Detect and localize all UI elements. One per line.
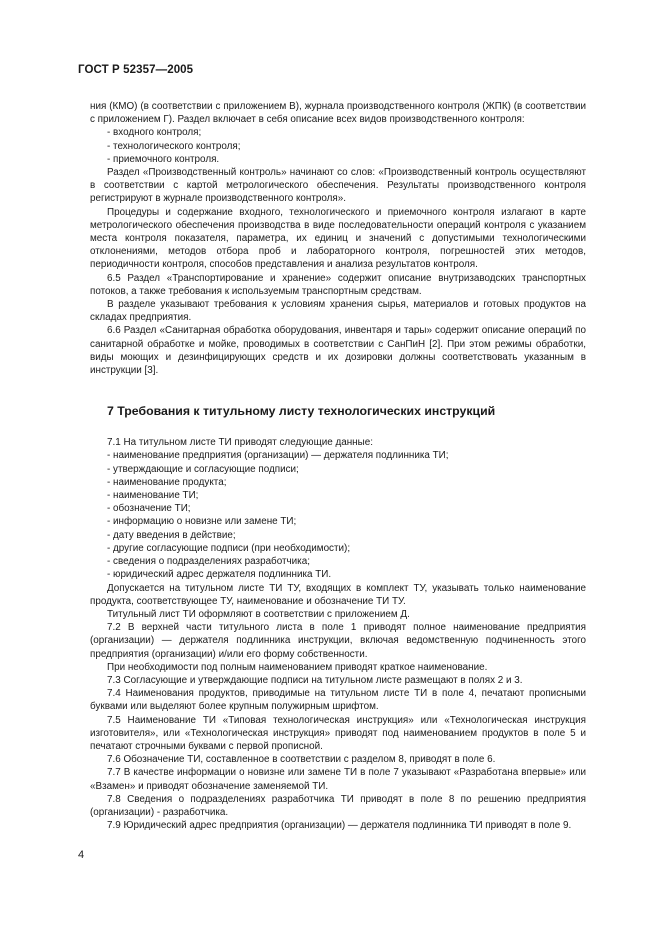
paragraph-7-9: 7.9 Юридический адрес предприятия (организации) — держателя подлинника ТИ приводят в поле 9. xyxy=(107,820,572,832)
paragraph-7-1: 7.1 На титульном листе ТИ приводят следующие данные: xyxy=(107,437,373,449)
list-item: - другие согласующие подписи (при необходимости); xyxy=(107,542,351,554)
list-item: - юридический адрес держателя подлинника ТИ. xyxy=(107,569,332,581)
paragraph-7-8: 7.8 Сведения о подразделениях разработчика ТИ приводят в поле 8 по решению предприятия (организации) - разработчика. xyxy=(90,793,586,818)
paragraph: Допускается на титульном листе ТИ ТУ, входящих в комплект ТУ, указывать только наименование продукта, соответствующее ТУ, наименование и обозначение ТИ ТУ. xyxy=(90,582,586,607)
paragraph-7-2: 7.2 В верхней части титульного листа в поле 1 приводят полное наименование предприятия (организации) — держателя подлинника инструкции, включая ведомственную подчиненность этого предприятия (организации) и/или его форму собственности. xyxy=(90,622,586,660)
list-item: - дату введения в действие; xyxy=(107,529,236,541)
list-item: - утверждающие и согласующие подписи; xyxy=(107,463,299,475)
list-item: - сведения о подразделениях разработчика; xyxy=(107,556,310,568)
paragraph-7-3: 7.3 Согласующие и утверждающие подписи на титульном листе размещают в полях 2 и 3. xyxy=(107,674,523,686)
section-7-title: 7 Требования к титульному листу технологических инструкций xyxy=(107,404,496,419)
paragraph-6-5: 6.5 Раздел «Транспортирование и хранение» содержит описание внутризаводских транспортных потоков, а также требования к используемым транспортным средствам. xyxy=(90,272,586,297)
paragraph-7-7: 7.7 В качестве информации о новизне или замене ТИ в поле 7 указывают «Разработана впервые» или «Взамен» и приводят обозначение заменяемой ТИ. xyxy=(90,767,586,792)
list-item: - наименование продукта; xyxy=(107,476,227,488)
document-code-header: ГОСТ Р 52357—2005 xyxy=(78,64,194,76)
paragraph: При необходимости под полным наименованием приводят краткое наименование. xyxy=(107,661,488,673)
paragraph-continuation: ния (КМО) (в соответствии с приложением В), журнала производственного контроля (ЖПК) (в соответствии с приложением Г). Раздел включает в себя описание всех видов производственного контроля: xyxy=(90,101,586,126)
list-item: - технологического контроля; xyxy=(107,140,241,152)
paragraph: Процедуры и содержание входного, технологического и приемочного контроля излагают в карте метрологического обеспечения производства в виде последовательности операций контроля с указанием места контроля показателя, параметра, их единиц и значений с допустимыми технологическими отклонениями, методов отбора проб и лабораторного контроля, погрешностей этих методов, периодичности контроля, способов представления и анализа результатов контроля. xyxy=(90,206,586,271)
paragraph-7-4: 7.4 Наименования продуктов, приводимые на титульном листе ТИ в поле 4, печатают прописными буквами или выделяют более крупным полужирным шрифтом. xyxy=(90,688,586,713)
paragraph-6-6: 6.6 Раздел «Санитарная обработка оборудования, инвентаря и тары» содержит описание операций по санитарной обработке и мойке, проводимых в соответствии с СанПиН [2]. При этом режимы обработки, виды моющих и дезинфицирующих средств и их дозировки должны соответствовать указанным в инструкции [3]. xyxy=(90,325,586,377)
paragraph-7-5: 7.5 Наименование ТИ «Типовая технологическая инструкция» или «Технологическая инструкция изготовителя», или «Технологическая инструкция» приводят под наименованием продуктов в поле 5 и печатают строчными буквами с первой прописной. xyxy=(90,714,586,752)
page-body xyxy=(90,100,586,832)
paragraph: Титульный лист ТИ оформляют в соответствии с приложением Д. xyxy=(107,608,410,620)
list-item: - наименование предприятия (организации) — держателя подлинника ТИ; xyxy=(107,450,449,462)
list-item: - обозначение ТИ; xyxy=(107,503,191,515)
paragraph: Раздел «Производственный контроль» начинают со слов: «Производственный контроль осуществляют в соответствии с картой метрологического обеспечения. Результаты производственного контроля регистрируют в журнале производственного контроля». xyxy=(90,167,586,205)
list-item: - наименование ТИ; xyxy=(107,490,199,502)
paragraph: В разделе указывают требования к условиям хранения сырья, материалов и готовых продуктов на складах предприятия. xyxy=(90,299,586,324)
page-number: 4 xyxy=(78,849,85,861)
list-item: - входного контроля; xyxy=(107,127,202,139)
list-item: - информацию о новизне или замене ТИ; xyxy=(107,516,297,528)
list-item: - приемочного контроля. xyxy=(107,153,220,165)
paragraph-7-6: 7.6 Обозначение ТИ, составленное в соответствии с разделом 8, приводят в поле 6. xyxy=(107,754,496,766)
